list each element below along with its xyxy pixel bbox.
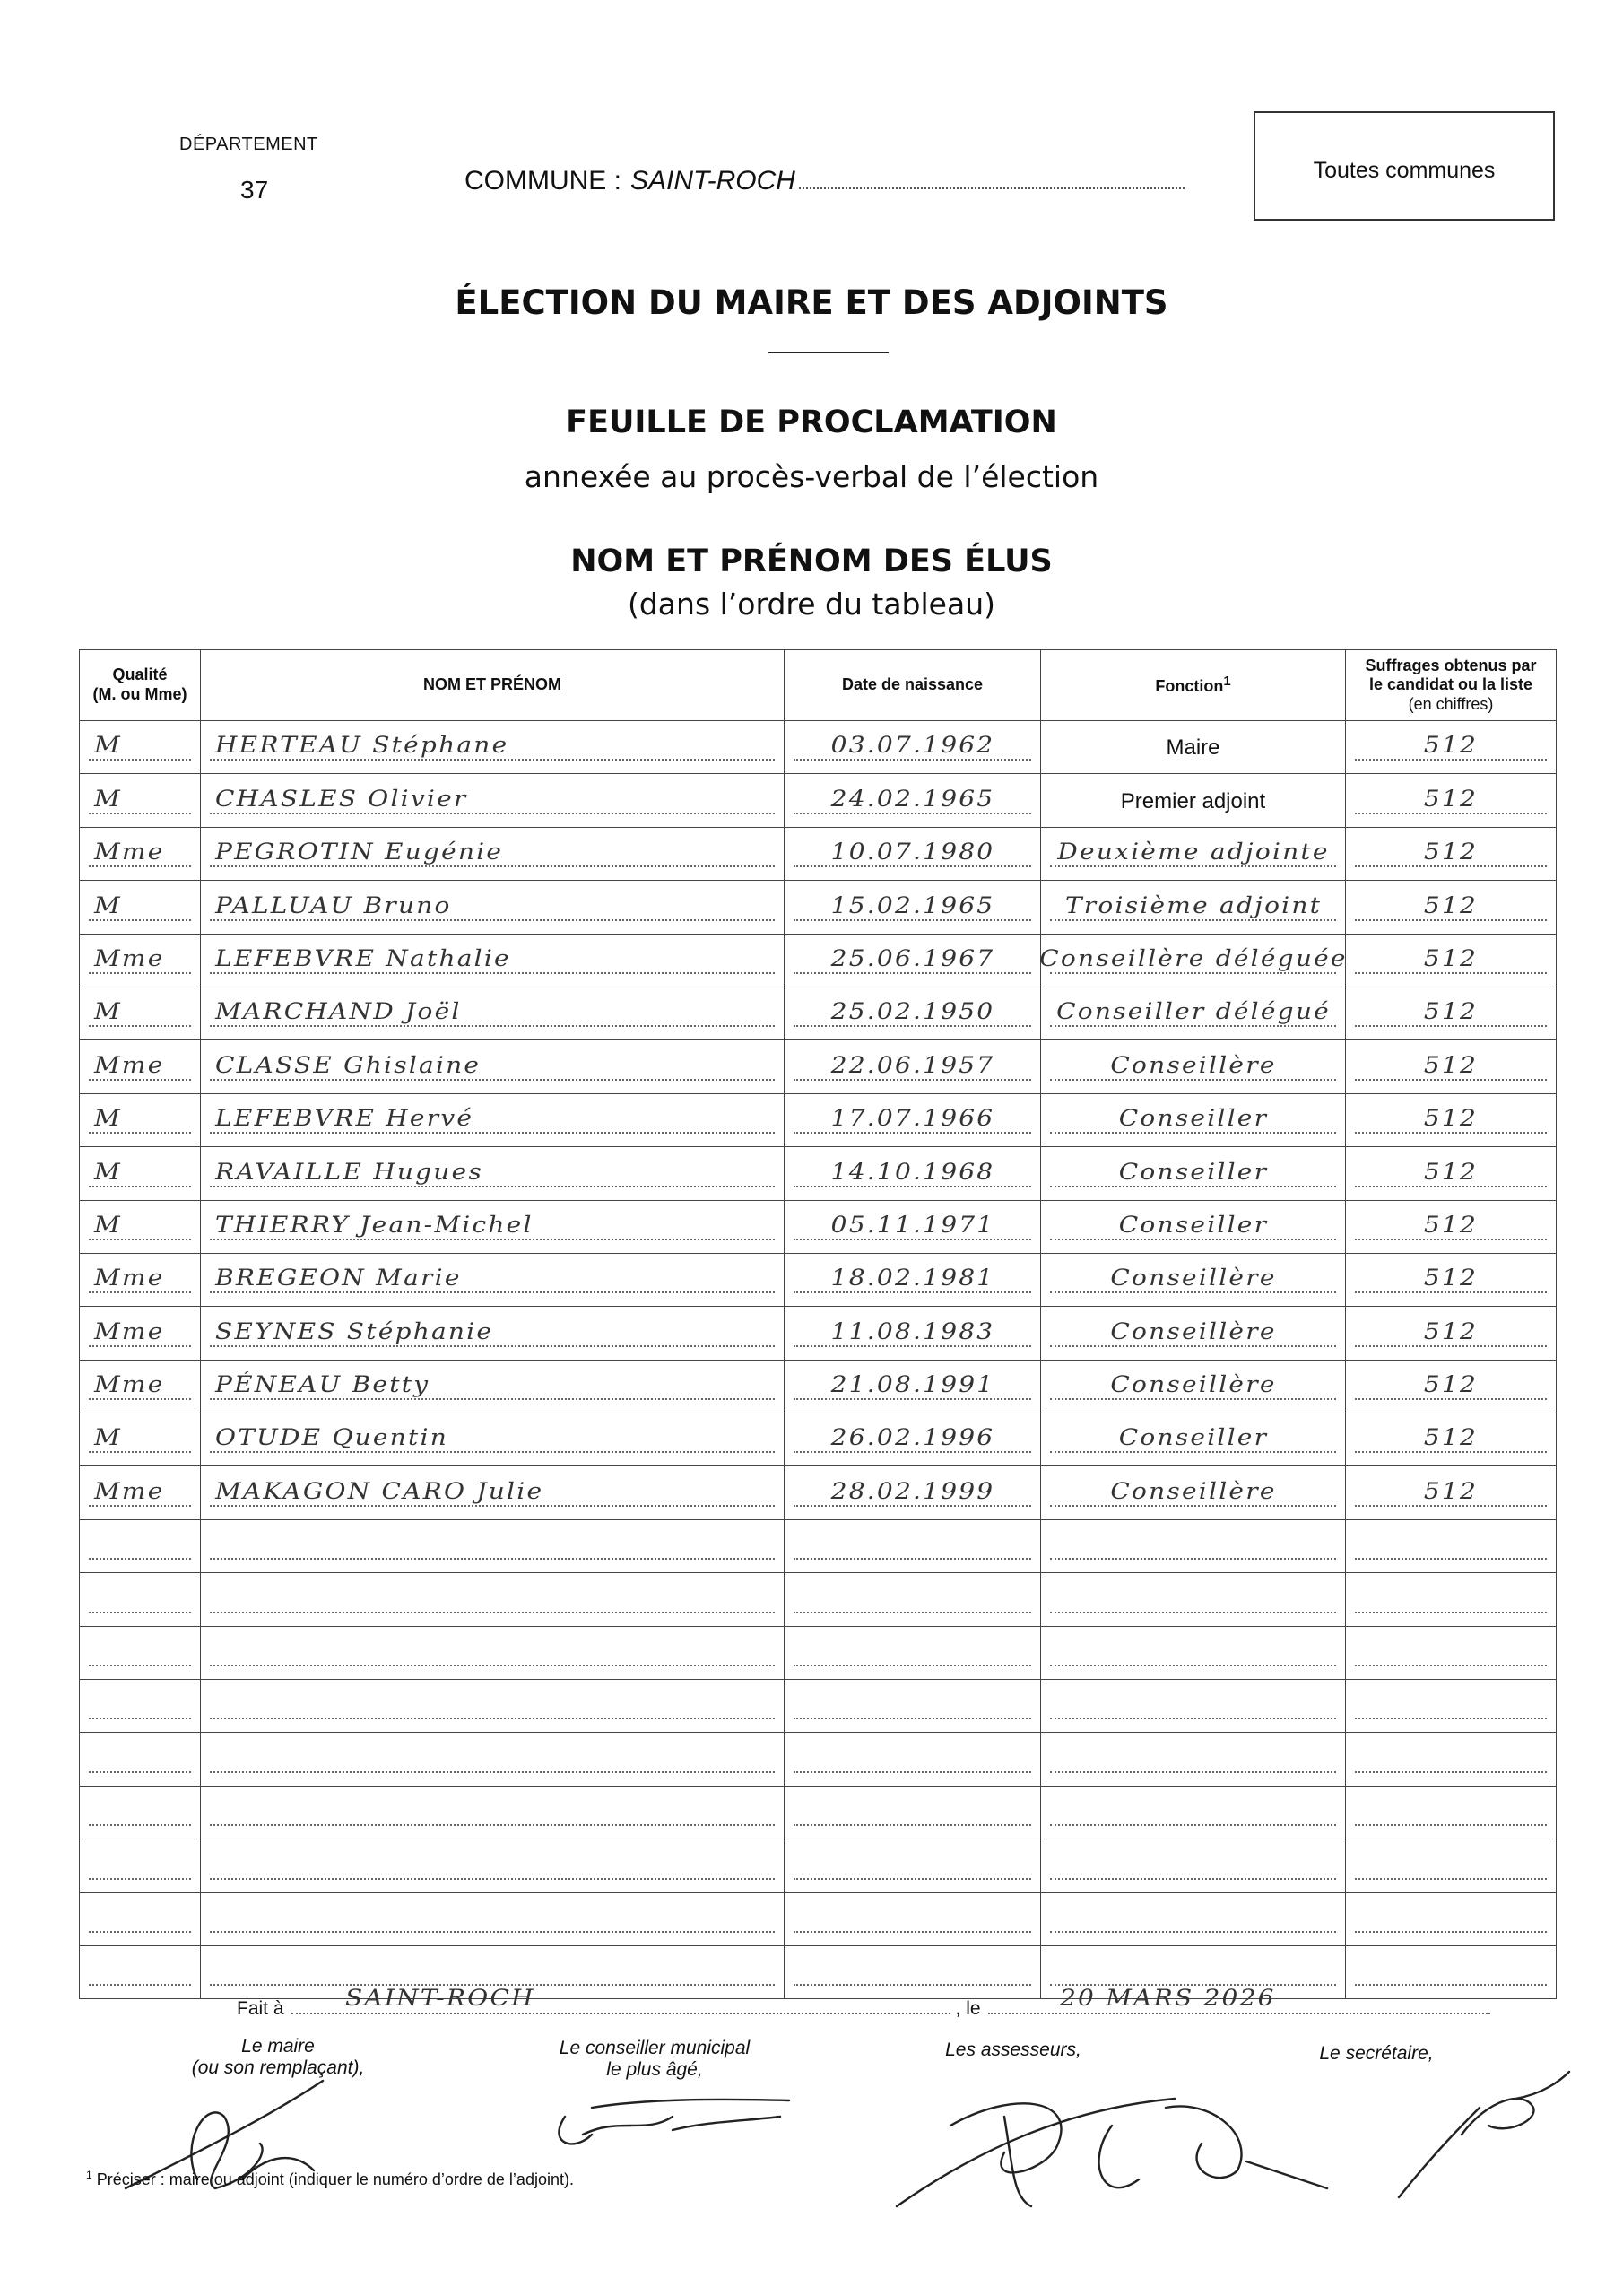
- date-cell: [785, 1839, 1041, 1892]
- assesseurs-signature-label: Les assesseurs,: [945, 2039, 1081, 2060]
- date-value: 03.07.1962: [830, 732, 994, 759]
- date-cell: [785, 1413, 1041, 1466]
- fait-date: 20 MARS 2026: [1059, 1985, 1276, 2011]
- table-row: [80, 1680, 1557, 1733]
- table-row: [80, 1093, 1557, 1146]
- suffrages-cell: [1346, 1413, 1557, 1466]
- fait-date-field: [988, 1985, 1490, 2014]
- qualite-value: M: [94, 1424, 122, 1451]
- secretaire-signature-label: Le secrétaire,: [1319, 2043, 1434, 2064]
- suffrages-value: 512: [1423, 1158, 1479, 1185]
- fonction-value: Premier adjoint: [1120, 788, 1266, 813]
- nom-value: CHASLES Olivier: [215, 785, 468, 812]
- date-cell: [785, 1093, 1041, 1146]
- fonction-value: Troisième adjoint: [1064, 891, 1322, 918]
- fonction-cell: [1041, 987, 1346, 1039]
- nom-value: THIERRY Jean-Michel: [215, 1211, 534, 1238]
- date-cell: [785, 881, 1041, 934]
- table-row: [80, 1360, 1557, 1413]
- date-cell: [785, 1519, 1041, 1572]
- header-qualite: [80, 650, 201, 721]
- qualite-cell: [80, 1892, 201, 1945]
- date-value: 11.08.1983: [830, 1318, 994, 1344]
- qualite-cell: [80, 827, 201, 880]
- date-cell: [785, 1040, 1041, 1093]
- suffrages-value: 512: [1423, 1105, 1479, 1132]
- conseiller-label-line1: Le conseiller municipal: [559, 2038, 751, 2058]
- nom-cell: [201, 1733, 785, 1786]
- fonction-cell: [1041, 1786, 1346, 1839]
- date-value: 24.02.1965: [830, 785, 994, 812]
- qualite-value: M: [94, 1105, 122, 1132]
- fonction-cell: [1041, 1733, 1346, 1786]
- footnote-text: Préciser : maire ou adjoint (indiquer le numéro d’ordre de l’adjoint).: [96, 2170, 574, 2188]
- suffrages-cell: [1346, 1200, 1557, 1253]
- header-suffrages-line3: (en chiffres): [1408, 694, 1494, 713]
- table-row: [80, 1945, 1557, 1998]
- commune-label: COMMUNE :: [464, 166, 621, 196]
- commune-type-text: Toutes communes: [1313, 158, 1496, 183]
- suffrages-cell: [1346, 1466, 1557, 1519]
- suffrages-cell: [1346, 987, 1557, 1039]
- table-row: [80, 1626, 1557, 1679]
- table-row: [80, 881, 1557, 934]
- qualite-cell: [80, 1786, 201, 1839]
- table-row: [80, 1200, 1557, 1253]
- fonction-value: Conseiller: [1118, 1158, 1268, 1185]
- qualite-cell: [80, 1200, 201, 1253]
- date-value: 21.08.1991: [830, 1371, 994, 1398]
- date-cell: [785, 934, 1041, 987]
- date-cell: [785, 774, 1041, 827]
- fait-line: [237, 1985, 1490, 2020]
- nom-value: LEFEBVRE Nathalie: [215, 944, 511, 971]
- nom-value: BREGEON Marie: [215, 1265, 462, 1292]
- qualite-cell: [80, 721, 201, 774]
- date-cell: [785, 1733, 1041, 1786]
- nom-cell: [201, 1360, 785, 1413]
- qualite-value: Mme: [94, 1265, 165, 1292]
- date-value: 17.07.1966: [830, 1105, 994, 1132]
- fonction-cell: [1041, 1573, 1346, 1626]
- header-suffrages: [1346, 650, 1557, 721]
- table-row: [80, 1839, 1557, 1892]
- suffrages-cell: [1346, 934, 1557, 987]
- suffrages-value: 512: [1423, 839, 1479, 865]
- nom-cell: [201, 1892, 785, 1945]
- commune-type-box: [1254, 111, 1555, 221]
- nom-cell: [201, 934, 785, 987]
- fonction-cell: [1041, 1680, 1346, 1733]
- date-value: 28.02.1999: [830, 1477, 994, 1504]
- fonction-cell: [1041, 1626, 1346, 1679]
- date-value: 25.02.1950: [830, 998, 994, 1025]
- table-row: [80, 827, 1557, 880]
- table-row: [80, 1307, 1557, 1360]
- date-value: 22.06.1957: [830, 1051, 994, 1078]
- table-row: [80, 1519, 1557, 1572]
- fait-label: Fait à: [237, 1998, 284, 2019]
- table-row: [80, 1892, 1557, 1945]
- date-cell: [785, 1307, 1041, 1360]
- qualite-cell: [80, 1360, 201, 1413]
- qualite-value: Mme: [94, 944, 165, 971]
- suffrages-cell: [1346, 1253, 1557, 1306]
- qualite-cell: [80, 1626, 201, 1679]
- qualite-value: M: [94, 732, 122, 759]
- suffrages-cell: [1346, 1307, 1557, 1360]
- qualite-value: M: [94, 1158, 122, 1185]
- fonction-value: Conseillère: [1109, 1318, 1277, 1344]
- header-fonction: [1041, 650, 1346, 721]
- nom-cell: [201, 1253, 785, 1306]
- qualite-cell: [80, 881, 201, 934]
- date-cell: [785, 1466, 1041, 1519]
- nom-cell: [201, 1573, 785, 1626]
- qualite-cell: [80, 1466, 201, 1519]
- qualite-cell: [80, 987, 201, 1039]
- suffrages-value: 512: [1423, 1265, 1479, 1292]
- maire-label-line1: Le maire: [241, 2036, 315, 2057]
- fonction-value: Conseillère: [1109, 1265, 1277, 1292]
- conseiller-signature-label: [520, 2038, 789, 2081]
- nom-cell: [201, 827, 785, 880]
- suffrages-value: 512: [1423, 1211, 1479, 1238]
- date-value: 14.10.1968: [830, 1158, 994, 1185]
- nom-cell: [201, 774, 785, 827]
- nom-value: CLASSE Ghislaine: [215, 1051, 482, 1078]
- suffrages-cell: [1346, 1093, 1557, 1146]
- date-cell: [785, 1573, 1041, 1626]
- suffrages-cell: [1346, 1626, 1557, 1679]
- nom-value: OTUDE Quentin: [215, 1424, 448, 1451]
- sheet-title: FEUILLE DE PROCLAMATION: [566, 404, 1057, 440]
- fait-place: SAINT-ROCH: [344, 1985, 535, 2011]
- fonction-cell: [1041, 1040, 1346, 1093]
- date-value: 05.11.1971: [830, 1211, 994, 1238]
- fonction-value: Conseillère: [1109, 1051, 1277, 1078]
- nom-value: RAVAILLE Hugues: [215, 1158, 483, 1185]
- table-row: [80, 721, 1557, 774]
- suffrages-cell: [1346, 1892, 1557, 1945]
- table-row: [80, 1573, 1557, 1626]
- fonction-value: Conseillère: [1109, 1477, 1277, 1504]
- maire-label-line2: (ou son remplaçant),: [191, 2057, 365, 2078]
- nom-cell: [201, 721, 785, 774]
- suffrages-cell: [1346, 1360, 1557, 1413]
- nom-cell: [201, 1093, 785, 1146]
- nom-value: MARCHAND Joël: [215, 998, 462, 1025]
- date-cell: [785, 721, 1041, 774]
- suffrages-cell: [1346, 1573, 1557, 1626]
- suffrages-cell: [1346, 1147, 1557, 1200]
- elus-subtitle: (dans l’ordre du tableau): [627, 587, 995, 622]
- fonction-value: Conseiller: [1118, 1211, 1268, 1238]
- qualite-cell: [80, 1573, 201, 1626]
- departement-number: 37: [240, 176, 269, 204]
- nom-value: PÉNEAU Betty: [215, 1371, 430, 1398]
- elus-table-body: [80, 721, 1557, 1999]
- commune-dotted-line: [799, 168, 1185, 189]
- fonction-cell: [1041, 1093, 1346, 1146]
- fonction-value: Conseillère: [1109, 1371, 1277, 1398]
- nom-cell: [201, 1307, 785, 1360]
- footnote: [86, 2169, 574, 2189]
- suffrages-value: 512: [1423, 891, 1479, 918]
- qualite-value: M: [94, 891, 122, 918]
- header-nom: NOM ET PRÉNOM: [201, 650, 785, 721]
- conseiller-label-line2: le plus âgé,: [606, 2059, 703, 2080]
- suffrages-value: 512: [1423, 785, 1479, 812]
- date-value: 18.02.1981: [830, 1265, 994, 1292]
- suffrages-value: 512: [1423, 944, 1479, 971]
- qualite-cell: [80, 1519, 201, 1572]
- qualite-cell: [80, 1307, 201, 1360]
- nom-cell: [201, 1413, 785, 1466]
- date-cell: [785, 1945, 1041, 1998]
- suffrages-cell: [1346, 827, 1557, 880]
- table-row: [80, 1413, 1557, 1466]
- fonction-cell: [1041, 774, 1346, 827]
- table-row: [80, 1786, 1557, 1839]
- commune-line: [464, 166, 1185, 196]
- suffrages-value: 512: [1423, 1424, 1479, 1451]
- qualite-cell: [80, 1093, 201, 1146]
- suffrages-cell: [1346, 1786, 1557, 1839]
- footnote-mark: 1: [86, 2169, 92, 2181]
- suffrages-cell: [1346, 721, 1557, 774]
- table-row: [80, 1253, 1557, 1306]
- conseiller-signature: [538, 2081, 807, 2152]
- qualite-cell: [80, 1680, 201, 1733]
- qualite-cell: [80, 1147, 201, 1200]
- fonction-cell: [1041, 1200, 1346, 1253]
- title-divider: [768, 352, 889, 353]
- date-value: 25.06.1967: [830, 944, 994, 971]
- header-suffrages-line2: le candidat ou la liste: [1368, 675, 1533, 694]
- date-cell: [785, 987, 1041, 1039]
- date-cell: [785, 1626, 1041, 1679]
- date-cell: [785, 1680, 1041, 1733]
- fonction-value: Conseiller: [1118, 1105, 1268, 1132]
- table-row: [80, 934, 1557, 987]
- qualite-value: Mme: [94, 1371, 165, 1398]
- departement-label: DÉPARTEMENT: [179, 135, 318, 154]
- date-value: 15.02.1965: [830, 891, 994, 918]
- suffrages-value: 512: [1423, 998, 1479, 1025]
- secretaire-signature: [1381, 2072, 1578, 2206]
- qualite-value: Mme: [94, 1477, 165, 1504]
- nom-cell: [201, 1200, 785, 1253]
- qualite-cell: [80, 1945, 201, 1998]
- fonction-cell: [1041, 1839, 1346, 1892]
- fonction-value: Deuxième adjointe: [1056, 839, 1330, 865]
- nom-cell: [201, 1680, 785, 1733]
- table-row: [80, 1466, 1557, 1519]
- suffrages-cell: [1346, 774, 1557, 827]
- fonction-cell: [1041, 881, 1346, 934]
- fonction-cell: [1041, 1253, 1346, 1306]
- nom-value: MAKAGON CARO Julie: [215, 1477, 544, 1504]
- header-fonction-footnote-mark: 1: [1223, 674, 1231, 690]
- date-cell: [785, 1200, 1041, 1253]
- qualite-value: Mme: [94, 1318, 165, 1344]
- suffrages-cell: [1346, 1733, 1557, 1786]
- date-cell: [785, 827, 1041, 880]
- fonction-cell: [1041, 1466, 1346, 1519]
- date-cell: [785, 1892, 1041, 1945]
- fonction-cell: [1041, 1307, 1346, 1360]
- suffrages-value: 512: [1423, 1318, 1479, 1344]
- nom-cell: [201, 1040, 785, 1093]
- nom-value: PALLUAU Bruno: [215, 891, 452, 918]
- suffrages-value: 512: [1423, 1051, 1479, 1078]
- fait-le-label: , le: [955, 1998, 981, 2019]
- fonction-cell: [1041, 1147, 1346, 1200]
- qualite-cell: [80, 1253, 201, 1306]
- commune-name: SAINT-ROCH: [630, 166, 795, 196]
- table-row: [80, 1733, 1557, 1786]
- date-cell: [785, 1147, 1041, 1200]
- nom-value: PEGROTIN Eugénie: [215, 839, 504, 865]
- nom-cell: [201, 1626, 785, 1679]
- suffrages-cell: [1346, 1680, 1557, 1733]
- nom-cell: [201, 1466, 785, 1519]
- qualite-value: Mme: [94, 1051, 165, 1078]
- fonction-value: Conseiller: [1118, 1424, 1268, 1451]
- elus-table: [79, 649, 1557, 1999]
- fonction-cell: [1041, 721, 1346, 774]
- sheet-subtitle: annexée au procès-verbal de l’élection: [524, 459, 1099, 494]
- elus-title: NOM ET PRÉNOM DES ÉLUS: [570, 544, 1053, 579]
- fonction-value: Maire: [1166, 735, 1220, 761]
- qualite-cell: [80, 1733, 201, 1786]
- suffrages-cell: [1346, 1519, 1557, 1572]
- nom-cell: [201, 1839, 785, 1892]
- suffrages-cell: [1346, 1839, 1557, 1892]
- suffrages-cell: [1346, 1040, 1557, 1093]
- nom-value: SEYNES Stéphanie: [215, 1318, 494, 1344]
- fonction-value: Conseiller délégué: [1055, 998, 1331, 1025]
- table-row: [80, 1147, 1557, 1200]
- qualite-cell: [80, 1413, 201, 1466]
- nom-cell: [201, 1786, 785, 1839]
- suffrages-cell: [1346, 881, 1557, 934]
- fait-place-field: [291, 1985, 950, 2014]
- fonction-cell: [1041, 1360, 1346, 1413]
- nom-value: LEFEBVRE Hervé: [215, 1105, 474, 1132]
- qualite-cell: [80, 934, 201, 987]
- qualite-value: M: [94, 1211, 122, 1238]
- nom-cell: [201, 1147, 785, 1200]
- qualite-cell: [80, 1839, 201, 1892]
- qualite-value: M: [94, 998, 122, 1025]
- assesseurs-signatures: [879, 2072, 1345, 2215]
- suffrages-value: 512: [1423, 732, 1479, 759]
- fonction-cell: [1041, 1519, 1346, 1572]
- table-header-row: [80, 650, 1557, 721]
- nom-cell: [201, 881, 785, 934]
- date-cell: [785, 1786, 1041, 1839]
- header-fonction-label: Fonction: [1155, 677, 1224, 696]
- header-qualite-line1: Qualité: [112, 665, 168, 684]
- nom-cell: [201, 987, 785, 1039]
- qualite-value: Mme: [94, 839, 165, 865]
- date-value: 10.07.1980: [830, 839, 994, 865]
- header-qualite-line2: (M. ou Mme): [92, 685, 187, 703]
- table-row: [80, 987, 1557, 1039]
- suffrages-value: 512: [1423, 1477, 1479, 1504]
- table-row: [80, 1040, 1557, 1093]
- table-row: [80, 774, 1557, 827]
- fonction-cell: [1041, 1892, 1346, 1945]
- qualite-cell: [80, 774, 201, 827]
- date-cell: [785, 1360, 1041, 1413]
- date-value: 26.02.1996: [830, 1424, 994, 1451]
- header-date: Date de naissance: [785, 650, 1041, 721]
- main-title: ÉLECTION DU MAIRE ET DES ADJOINTS: [455, 283, 1168, 322]
- nom-cell: [201, 1519, 785, 1572]
- fonction-cell: [1041, 827, 1346, 880]
- fonction-cell: [1038, 934, 1348, 987]
- suffrages-value: 512: [1423, 1371, 1479, 1398]
- suffrages-cell: [1346, 1945, 1557, 1998]
- fonction-cell: [1041, 1413, 1346, 1466]
- qualite-cell: [80, 1040, 201, 1093]
- date-cell: [785, 1253, 1041, 1306]
- nom-value: HERTEAU Stéphane: [215, 732, 509, 759]
- fonction-value: Conseillère déléguée: [1038, 944, 1348, 971]
- qualite-value: M: [94, 785, 122, 812]
- header-suffrages-line1: Suffrages obtenus par: [1365, 656, 1537, 674]
